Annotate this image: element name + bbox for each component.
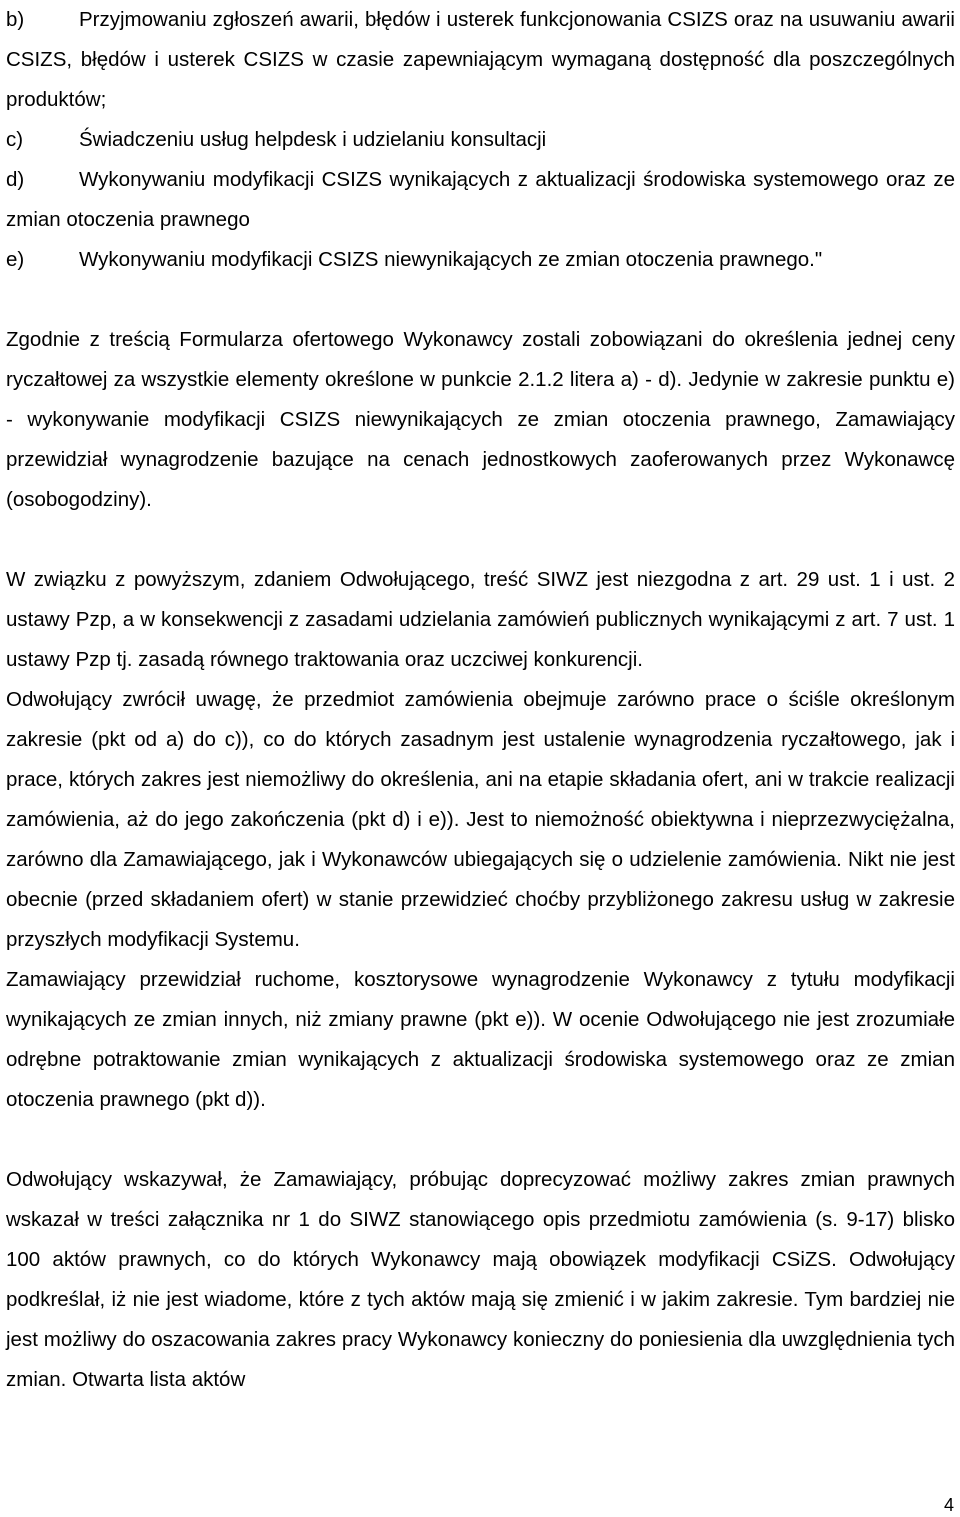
list-item-e <box>6 240 955 280</box>
list-marker: e) <box>6 248 25 271</box>
list-marker: b) <box>6 8 25 31</box>
list-item-text: Wykonywaniu modyfikacji CSIZS wynikających z aktualizacji środowiska systemowego oraz ze zmian otoczenia prawnego <box>6 168 955 231</box>
page-number: 4 <box>943 1495 954 1515</box>
list-marker: d) <box>6 168 25 191</box>
paragraph-5: Odwołujący wskazywał, że Zamawiający, próbując doprecyzować możliwy zakres zmian prawnych wskazał w treści załącznika nr 1 do SIWZ stanowiącego opis przedmiotu zamówienia (s. 9-17) blisko 100 aktów prawnych, co do których Wykonawcy mają obowiązek modyfikacji CSiZS. Odwołujący podkreślał, iż nie jest wiadome, które z tych aktów mają się zmienić i w jakim zakresie. Tym bardziej nie jest możliwy do oszacowania zakres pracy Wykonawcy konieczny do poniesienia dla uwzględnienia tych zmian. Otwarta lista aktów <box>6 1168 955 1391</box>
paragraph-2: W związku z powyższym, zdaniem Odwołującego, treść SIWZ jest niezgodna z art. 29 ust. 1 i ust. 2 ustawy Pzp, a w konsekwencji z zasadami udzielania zamówień publicznych wynikającymi z art. 7 ust. 1 ustawy Pzp tj. zasadą równego traktowania oraz uczciwej konkurencji. <box>6 568 955 671</box>
paragraph-1: Zgodnie z treścią Formularza ofertowego Wykonawcy zostali zobowiązani do określenia jednej ceny ryczałtowej za wszystkie elementy określone w punkcie 2.1.2 litera a) - d). Jedynie w zakresie punktu e) - wykonywanie modyfikacji CSIZS niewynikających ze zmian otoczenia prawnego, Zamawiający przewidział wynagrodzenie bazujące na cenach jednostkowych zaoferowanych przez Wykonawcę (osobogodziny). <box>6 328 955 511</box>
paragraph-3: Odwołujący zwrócił uwagę, że przedmiot zamówienia obejmuje zarówno prace o ściśle określonym zakresie (pkt od a) do c)), co do których zasadnym jest ustalenie wynagrodzenia ryczałtowego, jak i prace, których zakres jest niemożliwy do określenia, ani na etapie składania ofert, ani w trakcie realizacji zamówienia, aż do jego zakończenia (pkt d) i e)). Jest to niemożność obiektywna i nieprzezwyciężalna, zarówno dla Zamawiającego, jak i Wykonawców ubiegających się o udzielenie zamówienia. Nikt nie jest obecnie (przed składaniem ofert) w stanie przewidzieć choćby przybliżonego zakresu usług w zakresie przyszłych modyfikacji Systemu. <box>6 688 955 951</box>
list-item-text: Przyjmowaniu zgłoszeń awarii, błędów i usterek funkcjonowania CSIZS oraz na usuwaniu awarii CSIZS, błędów i usterek CSIZS w czasie zapewniającym wymaganą dostępność dla poszczególnych produktów; <box>6 8 955 111</box>
paragraph-4: Zamawiający przewidział ruchome, kosztorysowe wynagrodzenie Wykonawcy z tytułu modyfikacji wynikających ze zmian innych, niż zmiany prawne (pkt e)). W ocenie Odwołującego nie jest zrozumiałe odrębne potraktowanie zmian wynikających z aktualizacji środowiska systemowego oraz ze zmian otoczenia prawnego (pkt d)). <box>6 968 955 1111</box>
list-item-b <box>6 0 955 120</box>
list-item-text: Wykonywaniu modyfikacji CSIZS niewynikających ze zmian otoczenia prawnego." <box>79 248 823 271</box>
list-item-c <box>6 120 955 160</box>
document-page <box>6 0 955 1400</box>
list-marker: c) <box>6 128 24 151</box>
paragraph-gap <box>6 280 955 320</box>
paragraph-gap <box>6 520 955 560</box>
list-item-d <box>6 160 955 240</box>
list-item-text: Świadczeniu usług helpdesk i udzielaniu konsultacji <box>79 128 547 151</box>
paragraph-gap <box>6 1120 955 1160</box>
